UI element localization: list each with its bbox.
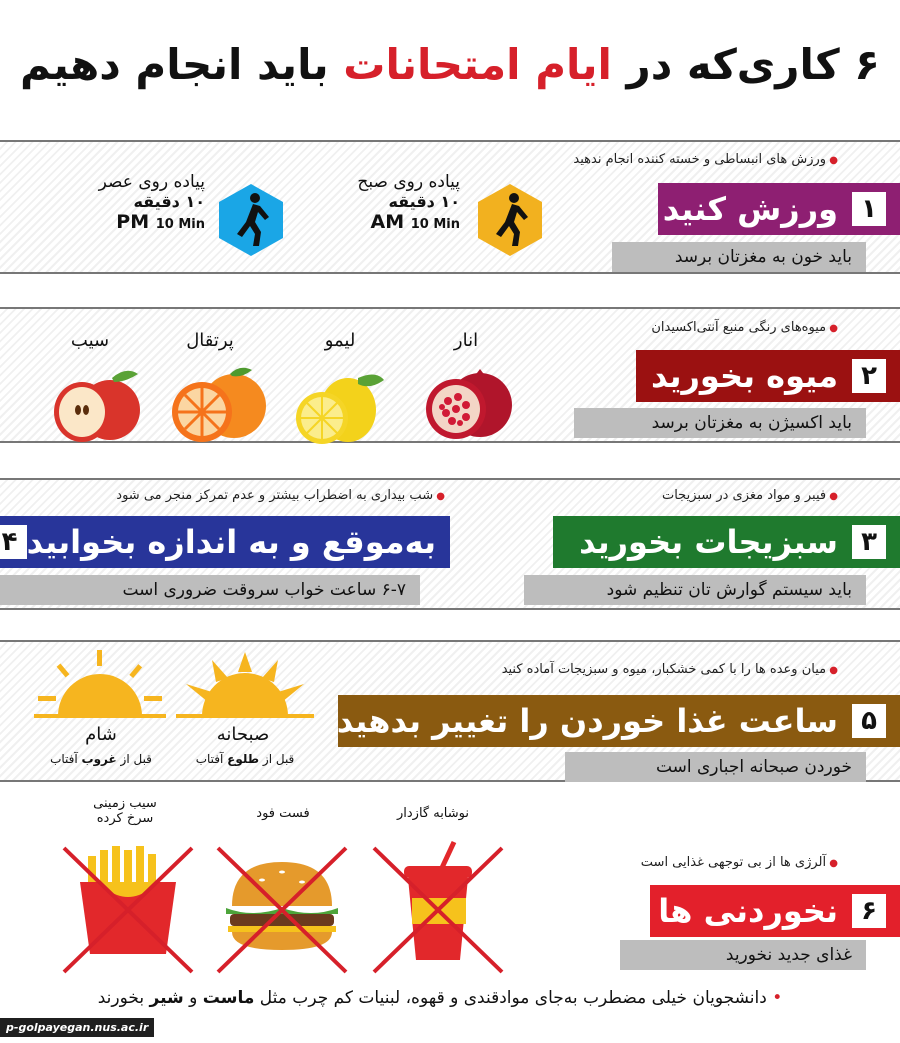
soda-icon xyxy=(368,836,508,978)
footer-mid: و xyxy=(183,988,203,1008)
dont-title: نخوردنی ها xyxy=(658,892,838,930)
apple-icon xyxy=(46,366,146,446)
exercise-banner xyxy=(658,183,900,235)
veg-subtitle: باید سیستم گوارش تان تنظیم شود xyxy=(524,575,866,605)
sleep-note: ● شب بیداری به اضطراب بیشتر و عدم تمرکز منجر می شود xyxy=(116,488,445,503)
dont-note: ● آلرژی ها از بی توجهی غذایی است xyxy=(641,855,838,870)
exercise-subtitle: باید خون به مغزتان برسد xyxy=(612,242,866,272)
exercise-note: ● ورزش های انبساطی و خسته کننده انجام ندهید xyxy=(573,152,838,167)
exercise-title: ورزش کنید xyxy=(662,190,838,228)
soda-label: نوشابه گازدار xyxy=(396,806,469,821)
footer-pre: دانشجویان خیلی مضطرب به‌جای موادقندی و قهوه، لبنیات کم چرب مثل xyxy=(254,988,767,1008)
veg-note: ● فیبر و مواد مغزی در سبزیجات xyxy=(662,488,838,503)
dinner-bold: غروب xyxy=(81,752,117,766)
morning-walk-title: پیاده روی صبح xyxy=(357,172,460,192)
evening-minutes: 10 Min xyxy=(155,217,205,232)
footer-bold-milk: شیر xyxy=(149,988,184,1008)
morning-walk-duration: ۱۰ دقیقه xyxy=(388,192,460,211)
dont-banner xyxy=(650,885,900,937)
dinner-pre: قبل از xyxy=(116,752,152,766)
fries-label-line2: سرخ کرده xyxy=(96,811,154,826)
title-part2: باید انجام دهیم xyxy=(20,40,344,89)
section-number: ۶ xyxy=(852,894,886,928)
sleep-title: به‌موقع و به اندازه بخوابید xyxy=(26,523,436,561)
section-number: ۳ xyxy=(852,525,886,559)
breakfast-pre: قبل از xyxy=(259,752,295,766)
veg-title: سبزیجات بخورید xyxy=(579,523,838,561)
fruit-label-apple: سیب xyxy=(70,330,110,351)
sleep-subtitle: ۶-۷ ساعت خواب سروقت ضروری است xyxy=(0,575,420,605)
orange-icon xyxy=(164,362,272,446)
footer-post: بخورند xyxy=(97,988,150,1008)
morning-ampm: AM xyxy=(370,211,405,233)
sunrise-icon xyxy=(172,648,318,720)
meal-banner xyxy=(338,695,900,747)
pomegranate-icon xyxy=(418,365,518,445)
breakfast-label: صبحانه xyxy=(216,724,270,745)
meal-subtitle: خوردن صبحانه اجباری است xyxy=(565,752,866,782)
runner-icon xyxy=(213,182,289,258)
dinner-post: آفتاب xyxy=(50,752,82,766)
dont-subtitle: غذای جدید نخورید xyxy=(620,940,866,970)
fruit-title: میوه بخورید xyxy=(650,357,838,395)
fruit-label-orange: پرتقال xyxy=(186,330,234,351)
footer-advice xyxy=(20,988,860,1008)
section-number: ۲ xyxy=(852,359,886,393)
dinner-time xyxy=(36,752,166,766)
fries-label-line1: سیب زمینی xyxy=(93,796,157,811)
morning-walk xyxy=(320,172,460,233)
section-number: ۴ xyxy=(0,525,27,559)
fastfood-label: فست فود xyxy=(256,806,310,821)
page-title xyxy=(0,40,900,89)
veg-banner xyxy=(553,516,900,568)
fruit-subtitle: باید اکسیژن به مغزتان برسد xyxy=(574,408,866,438)
title-part1: ۶ کاری‌که در xyxy=(611,40,880,89)
evening-walk-duration: ۱۰ دقیقه xyxy=(133,192,205,211)
morning-minutes: 10 Min xyxy=(410,217,460,232)
footer-bold-yogurt: ماست xyxy=(202,988,255,1008)
breakfast-post: آفتاب xyxy=(195,752,228,766)
evening-ampm: PM xyxy=(116,211,150,233)
runner-icon xyxy=(472,182,548,258)
breakfast-bold: طلوع xyxy=(227,752,260,766)
meal-title: ساعت غذا خوردن را تغییر بدهید xyxy=(336,702,838,740)
fruit-banner xyxy=(636,350,900,402)
fruit-note: ● میوه‌های رنگی منبع آنتی‌اکسیدان xyxy=(651,320,838,335)
meal-note: ● میان وعده ها را با کمی خشکبار، میوه و سبزیجات آماده کنید xyxy=(502,662,838,677)
fruit-label-pomegranate: انار xyxy=(453,330,479,351)
section-number: ۵ xyxy=(852,704,886,738)
title-highlight: ایام امتحانات xyxy=(343,40,612,89)
fries-label xyxy=(70,796,180,826)
burger-icon xyxy=(212,842,352,978)
sunset-icon xyxy=(34,648,166,720)
sleep-banner xyxy=(0,516,450,568)
breakfast-time xyxy=(180,752,310,766)
evening-walk-title: پیاده روی عصر xyxy=(98,172,205,192)
source-watermark: p-golpayegan.nus.ac.ir xyxy=(0,1018,154,1037)
fries-icon xyxy=(58,842,198,978)
dinner-label: شام xyxy=(85,724,117,745)
lemon-icon xyxy=(288,370,388,446)
evening-walk xyxy=(60,172,205,233)
fruit-label-lemon: لیمو xyxy=(324,330,356,351)
section-number: ۱ xyxy=(852,192,886,226)
